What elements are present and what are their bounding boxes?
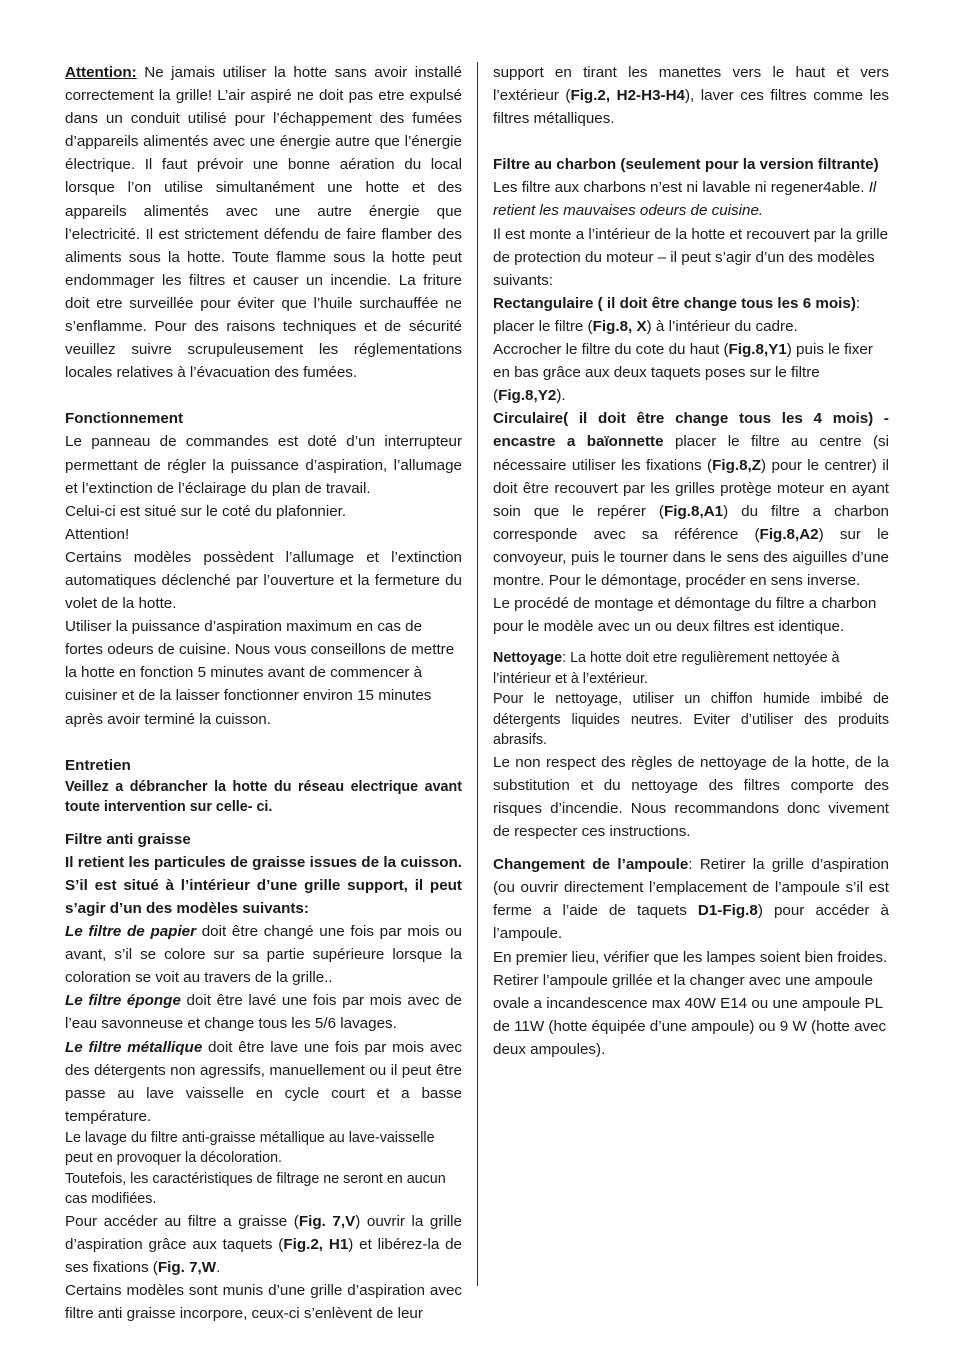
attention-text: Ne jamais utiliser la hotte sans avoir installé correctement la grille! L’air aspiré ne doit pas etre expulsé dans un conduit utilisé pour l’échappement des fumées d’appareils alimentés avec une énergie autre que l’énergie électrique. Il faut prévoir une bonne aération du local lorsque l’on utilise simultanément une hotte et des appareils alimentés avec une autre énergie que l’electricité. Il est strictement défendu de faire flamber des aliments sous la hotte. Toute flamme sous la hotte peut endommager les filtres et causer un incendie. La friture doit etre surveillée pour éviter que l’huile surchauffée ne s’enflamme. Pour des raisons techniques et de sécurité veuillez suivre scrupuleusement les réglementations locales relatives à l’évacuation des fumées. (65, 64, 462, 382)
entretien-warning-text: Veillez a débrancher la hotte du réseau electrique avant toute intervention sur celle- ci. (65, 778, 462, 816)
nonrespect-paragraph: Le non respect des règles de nettoyage de la hotte, de la substitution et du nettoyage des filtres comporte des risques d’incendie. Nous recommandons donc vivement de respecter ces instructions. (493, 753, 889, 841)
left-column (65, 61, 462, 1325)
rect-paragraph (493, 292, 889, 338)
ampoule-fig: D1-Fig.8 (697, 902, 758, 920)
right-column (493, 61, 889, 1061)
column-divider (477, 62, 478, 1286)
filtre-intro-text: Il retient les particules de graisse issues de la cuisson. S’il est situé à l’intérieur d’une grille support, il peut s’agir d’un des modèles suivants: (65, 853, 462, 917)
fonctionnement-title (65, 407, 462, 430)
papier-label: Le filtre de papier (65, 923, 197, 941)
accro-fig2: Fig.8,Y2 (498, 387, 557, 405)
acces-t2: ) ouvrir la grille d’aspiration grâce aux taquets ( (65, 1212, 462, 1254)
ampoule-p2: En premier lieu, vérifier que les lampes soient bien froides. (493, 948, 888, 966)
acces-fig3: Fig. 7,W (157, 1259, 217, 1277)
entretien-title (65, 754, 462, 777)
rect-fig: Fig.8, X (592, 317, 647, 335)
fonctionnement-p3: Attention! (65, 525, 130, 543)
entretien-warning (65, 777, 462, 818)
nettoyage-text: : La hotte doit etre regulièrement nettoyée à l’intérieur et à l’extérieur. (493, 650, 840, 687)
attention-label: Attention: (65, 64, 137, 81)
metal-text: doit être lave une fois par mois avec des détergents non agressifs, manuellement ou il peut être passe au lave vaisselle en cycle court et a basse température. (65, 1038, 462, 1125)
ampoule-paragraph (493, 853, 889, 945)
filtre-metal (65, 1036, 462, 1128)
cont-t2: ), laver ces filtres comme les filtres métalliques. (493, 87, 889, 128)
circ-t4: ) sur le convoyeur, puis le tourner dans le sens des aiguilles d’une montre. Pour le démontage, procéder en sens inverse. (493, 525, 889, 589)
fonctionnement-p5: Utiliser la puissance d’aspiration maximum en cas de fortes odeurs de cuisine. Nous vous conseillons de mettre la hotte en fonction 5 minutes avant de commencer à cuisiner et de la laisser fonctionner environ 15 minutes après avoir terminé la cuisson. (65, 618, 455, 728)
charbon-p2: Il est monte a l’intérieur de la hotte et recouvert par la grille de protection du moteur – il peut s’agir d’un des modèles suivants: (493, 225, 889, 289)
lavage-p1: Le lavage du filtre anti-graisse métallique au lave-vaisselle peut en provoquer la décoloration. (65, 1129, 435, 1167)
accro-t1: Accrocher le filtre du cote du haut ( (493, 341, 729, 359)
circ-paragraph (493, 407, 889, 592)
accro-t3: ). (556, 387, 566, 405)
circ-fig1: Fig.8,Z (712, 456, 762, 474)
ampoule-t1: : Retirer la grille d’aspiration (ou ouvrir directement l’emplacement de l’ampoule s’il est ferme a l’aide de taquets (493, 856, 889, 920)
rect-t1: : placer le filtre ( (493, 294, 861, 335)
accro-fig1: Fig.8,Y1 (728, 341, 787, 359)
acces-t1: Pour accéder au filtre a graisse ( (65, 1212, 299, 1230)
entretien-title-text: Entretien (65, 756, 131, 774)
attention-paragraph (65, 61, 462, 384)
circ-label: Circulaire( il doit être change tous les 4 mois) - encastre a baïonnette (493, 410, 889, 451)
procede-paragraph: Le procédé de montage et démontage du filtre a charbon pour le modèle avec un ou deux filtres est identique. (493, 595, 877, 636)
nettoyage-paragraph (493, 648, 889, 689)
rect-t2: ) à l’intérieur du cadre. (646, 317, 798, 335)
nettoyage-p2: Pour le nettoyage, utiliser un chiffon humide imbibé de détergents liquides neutres. Eviter d’utiliser des produits abrasifs. (493, 691, 889, 749)
nettoyage-label: Nettoyage (493, 650, 563, 667)
circ-t3: ) du filtre a charbon corresponde avec sa référence ( (493, 502, 889, 543)
eponge-label: Le filtre éponge (65, 992, 181, 1010)
filtre-eponge (65, 989, 462, 1035)
circ-fig2: Fig.8,A1 (664, 502, 724, 520)
charbon-title (493, 153, 889, 176)
cont-paragraph (493, 61, 889, 130)
circ-t1: placer le filtre au centre (si nécessaire utiliser les fixations ( (493, 433, 889, 474)
lavage-p2: Toutefois, les caractéristiques de filtrage ne seront en aucun cas modifiées. (65, 1170, 446, 1208)
metal-label: Le filtre métallique (65, 1038, 203, 1056)
circ-t2: ) pour le centrer) il doit être recouvert par les grilles protège moteur en ayant soin que le repérer ( (493, 456, 889, 520)
rect-label: Rectangulaire ( il doit être change tous les 6 mois) (493, 294, 856, 312)
fonctionnement-p1: Le panneau de commandes est doté d’un interrupteur permettant de régler la puissance d’aspiration, l’allumage et l’extinction de l’éclairage du plan de travail. (65, 433, 462, 497)
accro-paragraph (493, 338, 889, 407)
fonctionnement-p4: Certains modèles possèdent l’allumage et l’extinction automatiques déclenché par l’ouverture et la fermeture du volet de la hotte. (65, 548, 462, 613)
fonctionnement-title-text: Fonctionnement (65, 410, 184, 428)
acces-fig1: Fig. 7,V (298, 1212, 356, 1230)
accro-t2: ) puis le fixer en bas grâce aux deux taquets poses sur le filtre ( (493, 341, 873, 405)
filtre-papier (65, 920, 462, 989)
circ-fig3: Fig.8,A2 (759, 525, 819, 543)
acces-paragraph (65, 1210, 462, 1279)
acces-fig2: Fig.2, H1 (283, 1236, 349, 1254)
filtre-intro (65, 851, 462, 920)
cont-fig: Fig.2, H2-H3-H4 (570, 87, 685, 105)
charbon-title-text: Filtre au charbon (seulement pour la version filtrante) (493, 156, 879, 174)
ampoule-p3: Retirer l’ampoule grillée et la changer avec une ampoule ovale a incandescence max 40W E14 ou une ampoule PL de 11W (hotte équipée d’une ampoule) ou 9 W (hotte avec deux ampoules). (493, 971, 887, 1058)
papier-text: doit être changé une fois par mois ou avant, s’il se colore sur sa partie supérieure lorsque la coloration se voit au travers de la grille.. (65, 923, 462, 987)
eponge-text: doit être lavé une fois par mois avec de l’eau savonneuse et change tous les 5/6 lavages. (65, 992, 462, 1033)
ampoule-label: Changement de l’ampoule (493, 856, 689, 874)
fonctionnement-p2: Celui-ci est situé sur le coté du plafonnier. (65, 502, 347, 520)
cont-t1: support en tirant les manettes vers le haut et vers l’extérieur ( (493, 64, 889, 105)
filtre-title (65, 828, 462, 851)
charbon-p1 (493, 176, 889, 222)
ampoule-t2: ) pour accéder à l’ampoule. (493, 902, 890, 943)
charbon-i1: Il retient les mauvaises odeurs de cuisine. (493, 179, 877, 220)
filtre-title-text: Filtre anti graisse (65, 830, 191, 848)
charbon-t1: Les filtre aux charbons n’est ni lavable ni regener4able. (493, 179, 865, 197)
acces-t3: ) et libérez-la de ses fixations ( (65, 1236, 462, 1277)
acces-t4: . (216, 1259, 221, 1277)
certains-paragraph: Certains modèles sont munis d’une grille d’aspiration avec filtre anti graisse incorpore, ceux-ci s’enlèvent de leur (65, 1282, 462, 1323)
